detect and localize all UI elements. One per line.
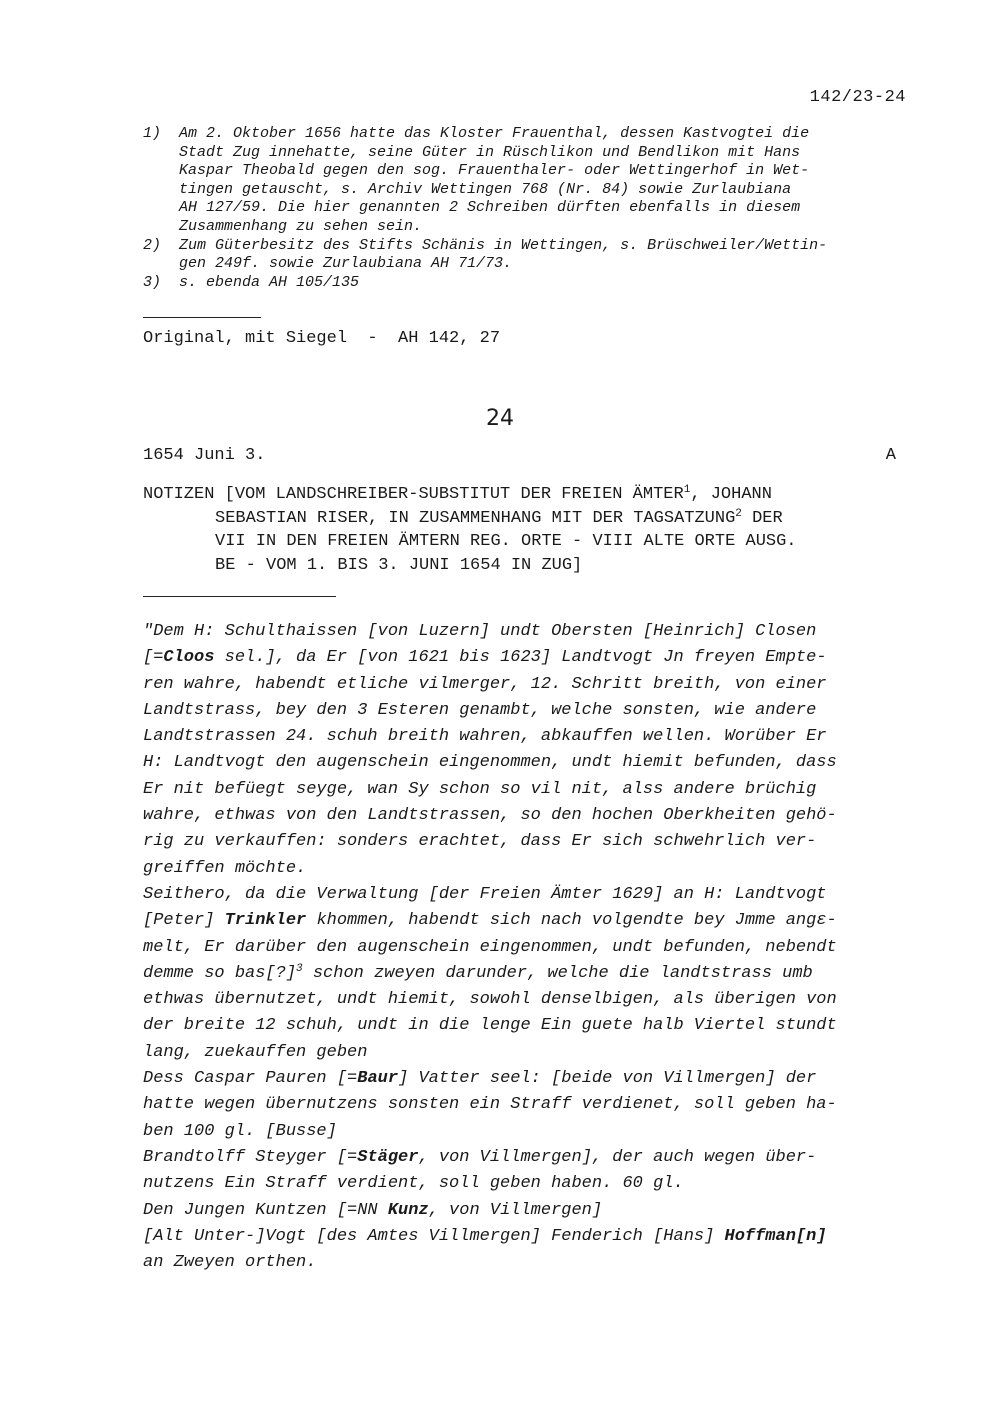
body-line: "Dem H: Schulthaissen [von Luzern] undt Obersten [Heinrich] Closen	[143, 622, 817, 641]
title-line: BE - VOM 1. BIS 3. JUNI 1654 IN ZUG]	[215, 555, 583, 575]
body-line: wahre, ethwas von den Landtstrassen, so den hochen Oberkheiten gehö-	[143, 806, 837, 826]
title-line: SEBASTIAN RISER, IN ZUSAMMENHANG MIT DER TAGSATZUNG$^2$ DER	[215, 507, 783, 528]
footnote-divider	[143, 317, 261, 318]
body-line: Brandtolff Steyger [=Stäger, von Villmergen], der auch wegen über-	[143, 1147, 817, 1167]
footnote-line: AH 127/59. Die hier genannten 2 Schreiben dürften ebenfalls in diesem	[179, 199, 801, 217]
name-highlight: Baur	[357, 1069, 399, 1089]
footnote-ref: 2	[735, 507, 742, 520]
body-line: rig zu verkauffen: sonders erachtet, dass Er sich schwehrlich ver-	[143, 832, 817, 852]
name-highlight: Hoffman[n]	[724, 1226, 827, 1246]
body-line: Er nit befüegt seyge, wan Sy schon so vil nit, alss andere brüchig	[143, 779, 817, 799]
footnote-marker: 3)	[143, 273, 162, 291]
footnote-line: Kaspar Theobald gegen den sog. Frauenthaler- oder Wettingerhof in Wet-	[179, 162, 810, 180]
body-line: an Zweyen orthen.	[143, 1253, 317, 1273]
footnote-marker: 2)	[143, 236, 162, 254]
footnote-line: Stadt Zug innehatte, seine Güter in Rüschlikon und Bendlikon mit Hans	[179, 143, 801, 161]
transcription-body	[143, 619, 913, 1276]
footnote-ref: 1	[683, 484, 691, 496]
body-line: [=Cloos sel.], da Er [von 1621 bis 1623] Landtvogt Jn freyen Empte-	[143, 648, 827, 668]
name-highlight: Trinkler	[224, 911, 307, 931]
body-line: der breite 12 schuh, undt in die lenge Ein guete halb Viertel stundt	[143, 1016, 837, 1036]
body-line: Den Jungen Kuntzen [=NN Kunz, von Villmergen]	[143, 1200, 603, 1220]
footnote-marker: 1)	[143, 125, 162, 142]
body-line: ben 100 gl. [Busse]	[143, 1121, 337, 1141]
name-highlight: Cloos	[163, 648, 215, 668]
footnote-line: Am 2. Oktober 1656 hatte das Kloster Frauenthal, dessen Kastvogtei die	[179, 125, 810, 142]
body-line: nutzens Ein Straff verdient, soll geben haben. 60 gl.	[143, 1174, 684, 1194]
document-title	[143, 483, 913, 577]
body-line: hatte wegen übernutzens sonsten ein Straff verdienet, soll geben ha-	[143, 1095, 837, 1115]
document-category: A	[885, 446, 896, 465]
footnote-line: Zusammenhang zu sehen sein.	[179, 217, 423, 235]
body-line: Landtstrass, bey den 3 Esteren genambt, welche sonsten, wie andere	[143, 700, 817, 720]
footnotes	[143, 125, 913, 292]
body-line: lang, zuekauffen geben	[143, 1042, 368, 1062]
body-line: demme so bas[?]$^3$ schon zweyen darunder, welche die landtstrass umb	[143, 962, 813, 983]
name-highlight: Stäger	[357, 1147, 419, 1167]
footnote-line: Zum Güterbesitz des Stifts Schänis in Wettingen, s. Brüschweiler/Wettin-	[179, 236, 828, 254]
footnote-line: s. ebenda AH 105/135	[179, 273, 360, 291]
body-line: [Alt Unter-]Vogt [des Amtes Villmergen] Fenderich [Hans] Hoffman[n]	[143, 1226, 827, 1246]
footnote-ref: 3	[296, 962, 303, 975]
body-line: Landtstrassen 24. schuh breith wahren, abkauffen wellen. Worüber Er	[143, 727, 827, 747]
body-line: greiffen möchte.	[143, 858, 307, 878]
footnote-line: gen 249f. sowie Zurlaubiana AH 71/73.	[179, 255, 513, 273]
body-line: melt, Er darüber den augenschein eingenommen, undt befunden, nebendt	[143, 937, 837, 957]
document-date: 1654 Juni 3.	[143, 446, 266, 465]
title-divider	[143, 596, 336, 597]
footnote-line: tingen getauscht, s. Archiv Wettingen 768 (Nr. 84) sowie Zurlaubiana	[179, 180, 792, 198]
body-line: Dess Caspar Pauren [=Baur] Vatter seel: [beide von Villmergen] der	[143, 1069, 817, 1089]
page-number: 142/23-24	[809, 88, 906, 107]
original-note: Original, mit Siegel - AH 142, 27	[143, 329, 501, 348]
footnote-3	[143, 274, 913, 293]
body-line: ren wahre, habendt etliche vilmerger, 12. Schritt breith, von einer	[143, 674, 827, 694]
footnote-2	[143, 237, 913, 274]
name-highlight: Kunz	[387, 1200, 429, 1220]
title-line: NOTIZEN [VOM LANDSCHREIBER-SUBSTITUT DER FREIEN ÄMTER$^1$, JOHANN	[143, 484, 772, 504]
body-line: [Peter] Trinkler khommen, habendt sich nach volgendte bey Jmme angε-	[143, 911, 837, 931]
footnote-1	[143, 125, 913, 237]
body-line: Seithero, da die Verwaltung [der Freien Ämter 1629] an H: Landtvogt	[143, 884, 827, 904]
title-line: VII IN DEN FREIEN ÄMTERN REG. ORTE - VIII ALTE ORTE AUSG.	[215, 532, 797, 551]
body-line: ethwas übernutzet, undt hiemit, sowohl denselbigen, als überigen von	[143, 990, 837, 1010]
body-line: H: Landtvogt den augenschein eingenommen, undt hiemit befunden, dass	[143, 753, 837, 773]
document-number: 24	[486, 406, 514, 431]
